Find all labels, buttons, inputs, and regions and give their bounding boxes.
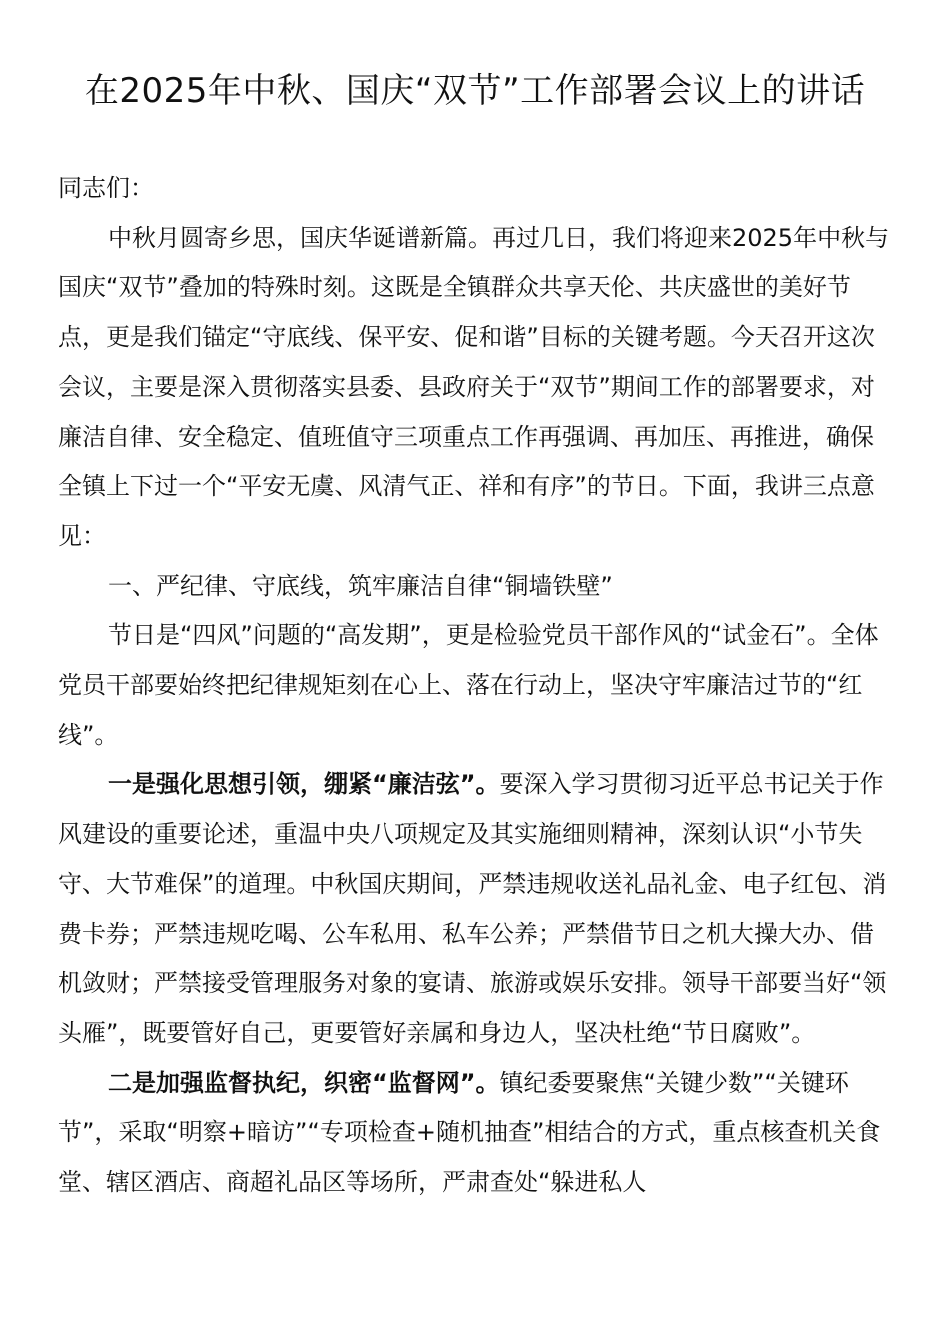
point-2-text: 镇纪委要聚焦“关键少数”“关键环节”，采取“明察+暗访”“专项检查+随机抽查”相结合的方式，重点核查机关食堂、辖区酒店、商超礼品区等场所，严肃查处“躲进私人 bbox=[58, 1068, 881, 1197]
document-body bbox=[58, 164, 894, 1208]
salutation: 同志们： bbox=[58, 174, 154, 202]
point-1-lead: 一是强化思想引领，绷紧“廉洁弦”。 bbox=[108, 770, 500, 799]
intro-paragraph: 中秋月圆寄乡思，国庆华诞谱新篇。再过几日，我们将迎来2025年中秋与国庆“双节”叠加的特殊时刻。这既是全镇群众共享天伦、共庆盛世的美好节点，更是我们锚定“守底线、保平安、促和谐”目标的关键考题。今天召开这次会议，主要是深入贯彻落实县委、县政府关于“双节”期间工作的部署要求，对廉洁自律、安全稳定、值班值守三项重点工作再强调、再加压、再推进，确保全镇上下过一个“平安无虞、风清气正、祥和有序”的节日。下面，我讲三点意见： bbox=[58, 223, 890, 550]
point-2-lead: 二是加强监督执纪，织密“监督网”。 bbox=[108, 1068, 500, 1097]
point-1-paragraph bbox=[58, 760, 894, 1058]
section-1-paragraph: 节日是“四风”问题的“高发期”，更是检验党员干部作风的“试金石”。全体党员干部要始终把纪律规矩刻在心上、落在行动上，坚决守牢廉洁过节的“红线”。 bbox=[58, 621, 879, 749]
point-2-paragraph bbox=[58, 1059, 894, 1208]
document-title: 在2025年中秋、国庆“双节”工作部署会议上的讲话 bbox=[84, 71, 866, 111]
point-1-text: 要深入学习贯彻习近平总书记关于作风建设的重要论述，重温中央八项规定及其实施细则精神，深刻认识“小节失守、大节难保”的道理。中秋国庆期间，严禁违规收送礼品礼金、电子红包、消费卡券；严禁违规吃喝、公车私用、私车公养；严禁借节日之机大操大办、借机敛财；严禁接受管理服务对象的宴请、旅游或娱乐安排。领导干部要当好“领头雁”，既要管好自己，更要管好亲属和身边人，坚决杜绝“节日腐败”。 bbox=[58, 770, 887, 1047]
section-1-heading: 一、严纪律、守底线，筑牢廉洁自律“铜墙铁壁” bbox=[108, 571, 613, 600]
